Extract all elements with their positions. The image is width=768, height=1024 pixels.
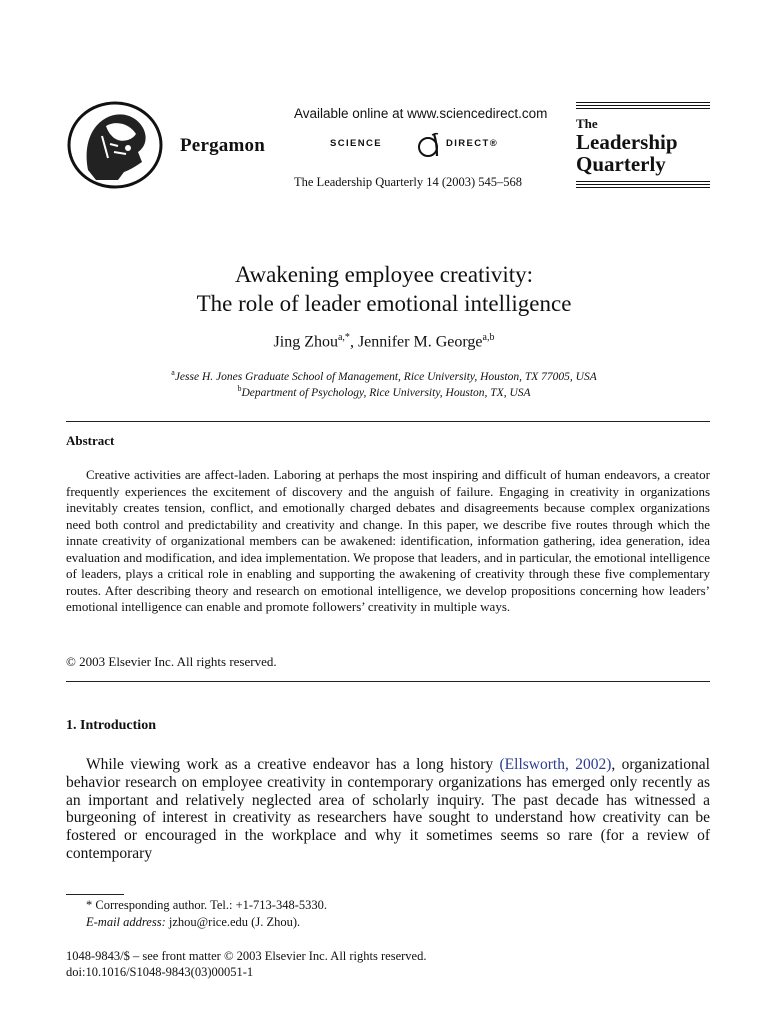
doi-line: doi:10.1016/S1048-9843(03)00051-1 bbox=[66, 965, 254, 979]
divider-bottom bbox=[66, 681, 710, 682]
journal-logo-line1: The bbox=[576, 116, 598, 131]
introduction-text-rest: , organizational behavior research on employee creativity in contemporary organizations has emerged only recently as an important and relatively neglected area of scholarly inquiry. The past decade has witnessed a burgeoning of interest in creativity as researchers have sought to understand how creativity can be fostered or encouraged in the workplace and why it sometimes seems so rare (for a review of contemporary bbox=[66, 756, 710, 862]
publisher-name: Pergamon bbox=[180, 135, 265, 156]
affiliation-a-mark: a bbox=[171, 368, 175, 377]
journal-logo-line3: Quarterly bbox=[576, 152, 666, 176]
introduction-paragraph bbox=[66, 756, 710, 863]
available-online-text: Available online at www.sciencedirect.com bbox=[294, 106, 548, 121]
sciencedirect-logo-left: SCIENCE bbox=[330, 138, 383, 149]
sciencedirect-d-icon bbox=[414, 130, 444, 160]
sciencedirect-logo bbox=[330, 130, 510, 160]
footnote-corresponding-author: * Corresponding author. Tel.: +1-713-348-5330. bbox=[86, 898, 327, 912]
issn-line: 1048-9843/$ – see front matter © 2003 Elsevier Inc. All rights reserved. bbox=[66, 949, 427, 963]
publisher-logo-image bbox=[66, 100, 164, 190]
journal-logo-line2: Leadership bbox=[576, 130, 678, 154]
author-1-affiliation: a,* bbox=[337, 332, 350, 343]
author-2-affiliation: a,b bbox=[482, 332, 495, 343]
email-value: jzhou@rice.edu (J. Zhou). bbox=[165, 915, 301, 929]
author-2: Jennifer M. George bbox=[357, 333, 483, 351]
author-list bbox=[0, 332, 768, 351]
footnote-email bbox=[86, 915, 300, 930]
abstract-text: Creative activities are affect-laden. Laboring at perhaps the most inspiring and difficult of human endeavors, a creator frequently experiences the excitement of discovery and the anguish of failure. Engaging in creativity in organizations inevitably creates tension, conflict, and emotionally charged debates and disagreements because complex organizations need both control and predictability and creativity and change. In this paper, we describe five routes through which the innate creativity of organizational members can be awakened: identification, information gathering, idea generation, idea evaluation and modification, and idea implementation. We propose that leaders, and in particular, the emotional intelligence of leaders, plays a critical role in enabling and supporting the awakening of creativity through these five complementary routes. After describing theory and research on emotional intelligence, we develop propositions concerning how leaders’ emotional intelligence can enable and promote followers’ creativity in multiple ways. bbox=[66, 467, 711, 614]
affiliation-b-text: Department of Psychology, Rice University, Houston, TX, USA bbox=[241, 386, 531, 399]
footnote-rule bbox=[66, 894, 124, 895]
divider-top bbox=[66, 421, 710, 422]
paper-title-line2: The role of leader emotional intelligence bbox=[196, 291, 572, 316]
affiliation-a-text: Jesse H. Jones Graduate School of Management, Rice University, Houston, TX 77005, USA bbox=[174, 370, 597, 383]
author-separator: , bbox=[349, 333, 358, 351]
citation-link-ellsworth[interactable]: (Ellsworth, 2002) bbox=[499, 756, 612, 773]
introduction-text-start: While viewing work as a creative endeavor has a long history bbox=[86, 756, 500, 773]
affiliation-b-mark: b bbox=[237, 384, 242, 393]
affiliation-b bbox=[0, 381, 768, 401]
paper-title-line1: Awakening employee creativity: bbox=[234, 262, 534, 287]
author-1: Jing Zhou bbox=[273, 333, 338, 351]
journal-logo bbox=[576, 102, 710, 190]
abstract-copyright: © 2003 Elsevier Inc. All rights reserved. bbox=[66, 654, 277, 669]
sciencedirect-logo-right: DIRECT® bbox=[446, 138, 499, 149]
journal-reference: The Leadership Quarterly 14 (2003) 545–568 bbox=[294, 175, 523, 189]
email-label: E-mail address: bbox=[86, 915, 166, 929]
abstract-heading: Abstract bbox=[66, 433, 115, 448]
introduction-heading: 1. Introduction bbox=[66, 718, 156, 733]
